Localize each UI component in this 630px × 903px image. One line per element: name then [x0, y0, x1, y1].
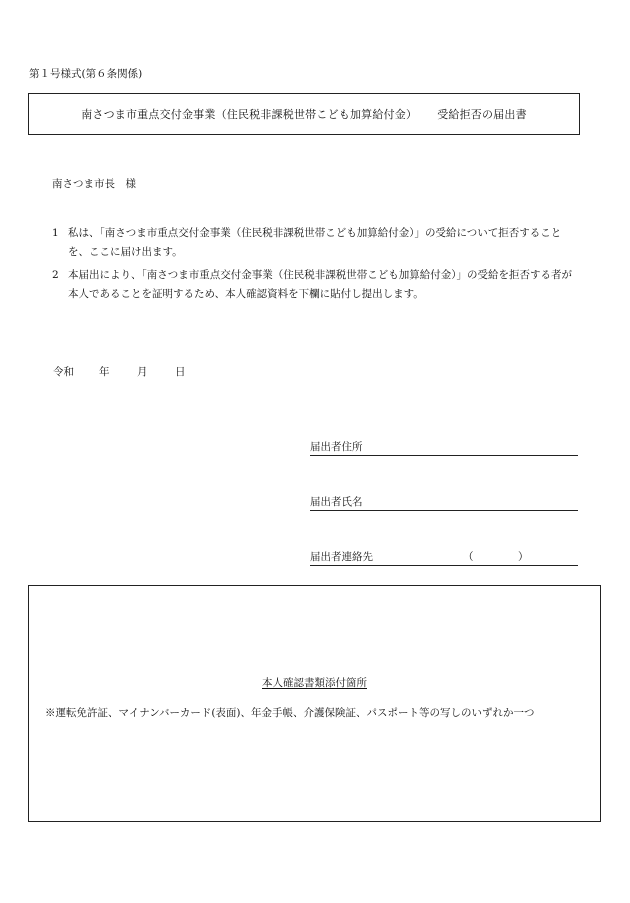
clause-number: 2 [52, 269, 59, 281]
contact-paren-open: （ [463, 551, 474, 563]
clause-2 [52, 266, 582, 304]
title-box [28, 93, 580, 135]
addressee: 南さつま市長 様 [52, 178, 136, 190]
id-attachment-area[interactable] [28, 585, 601, 822]
document-title [81, 106, 527, 122]
applicant-name-field[interactable] [310, 494, 578, 511]
clause-text: 私は、「南さつま市重点交付金事業（住民税非課税世帯こども加算給付金）」の受給について拒否することを、ここに届け出ます。 [68, 227, 562, 258]
attachment-note: ※運転免許証、マイナンバーカード(表面)、年金手帳、介護保険証、パスポート等の写しのいずれか一つ [45, 707, 535, 719]
form-number: 第１号様式(第６条関係) [29, 68, 143, 80]
date-year[interactable]: 年 [99, 366, 110, 378]
document-title-main: 南さつま市重点交付金事業（住民税非課税世帯こども加算給付金） [81, 108, 418, 121]
date-day[interactable]: 日 [175, 366, 186, 378]
clause-1 [52, 224, 582, 262]
clause-number: 1 [52, 227, 59, 239]
date-era[interactable]: 令和 [53, 366, 74, 378]
attachment-title: 本人確認書類添付箇所 [262, 677, 367, 689]
applicant-contact-field[interactable] [310, 549, 578, 566]
date-month[interactable]: 月 [137, 366, 148, 378]
applicant-address-field[interactable] [310, 439, 578, 456]
applicant-address-label: 届出者住所 [310, 441, 363, 453]
document-title-sub: 受給拒否の届出書 [437, 108, 527, 121]
clause-text: 本届出により、「南さつま市重点交付金事業（住民税非課税世帯こども加算給付金）」の受給を拒否する者が本人であることを証明するため、本人確認資料を下欄に貼付し提出します。 [68, 269, 572, 300]
applicant-contact-label: 届出者連絡先 [310, 551, 373, 563]
applicant-name-label: 届出者氏名 [310, 496, 363, 508]
date-row [53, 364, 186, 379]
contact-paren-close: ） [518, 551, 529, 563]
